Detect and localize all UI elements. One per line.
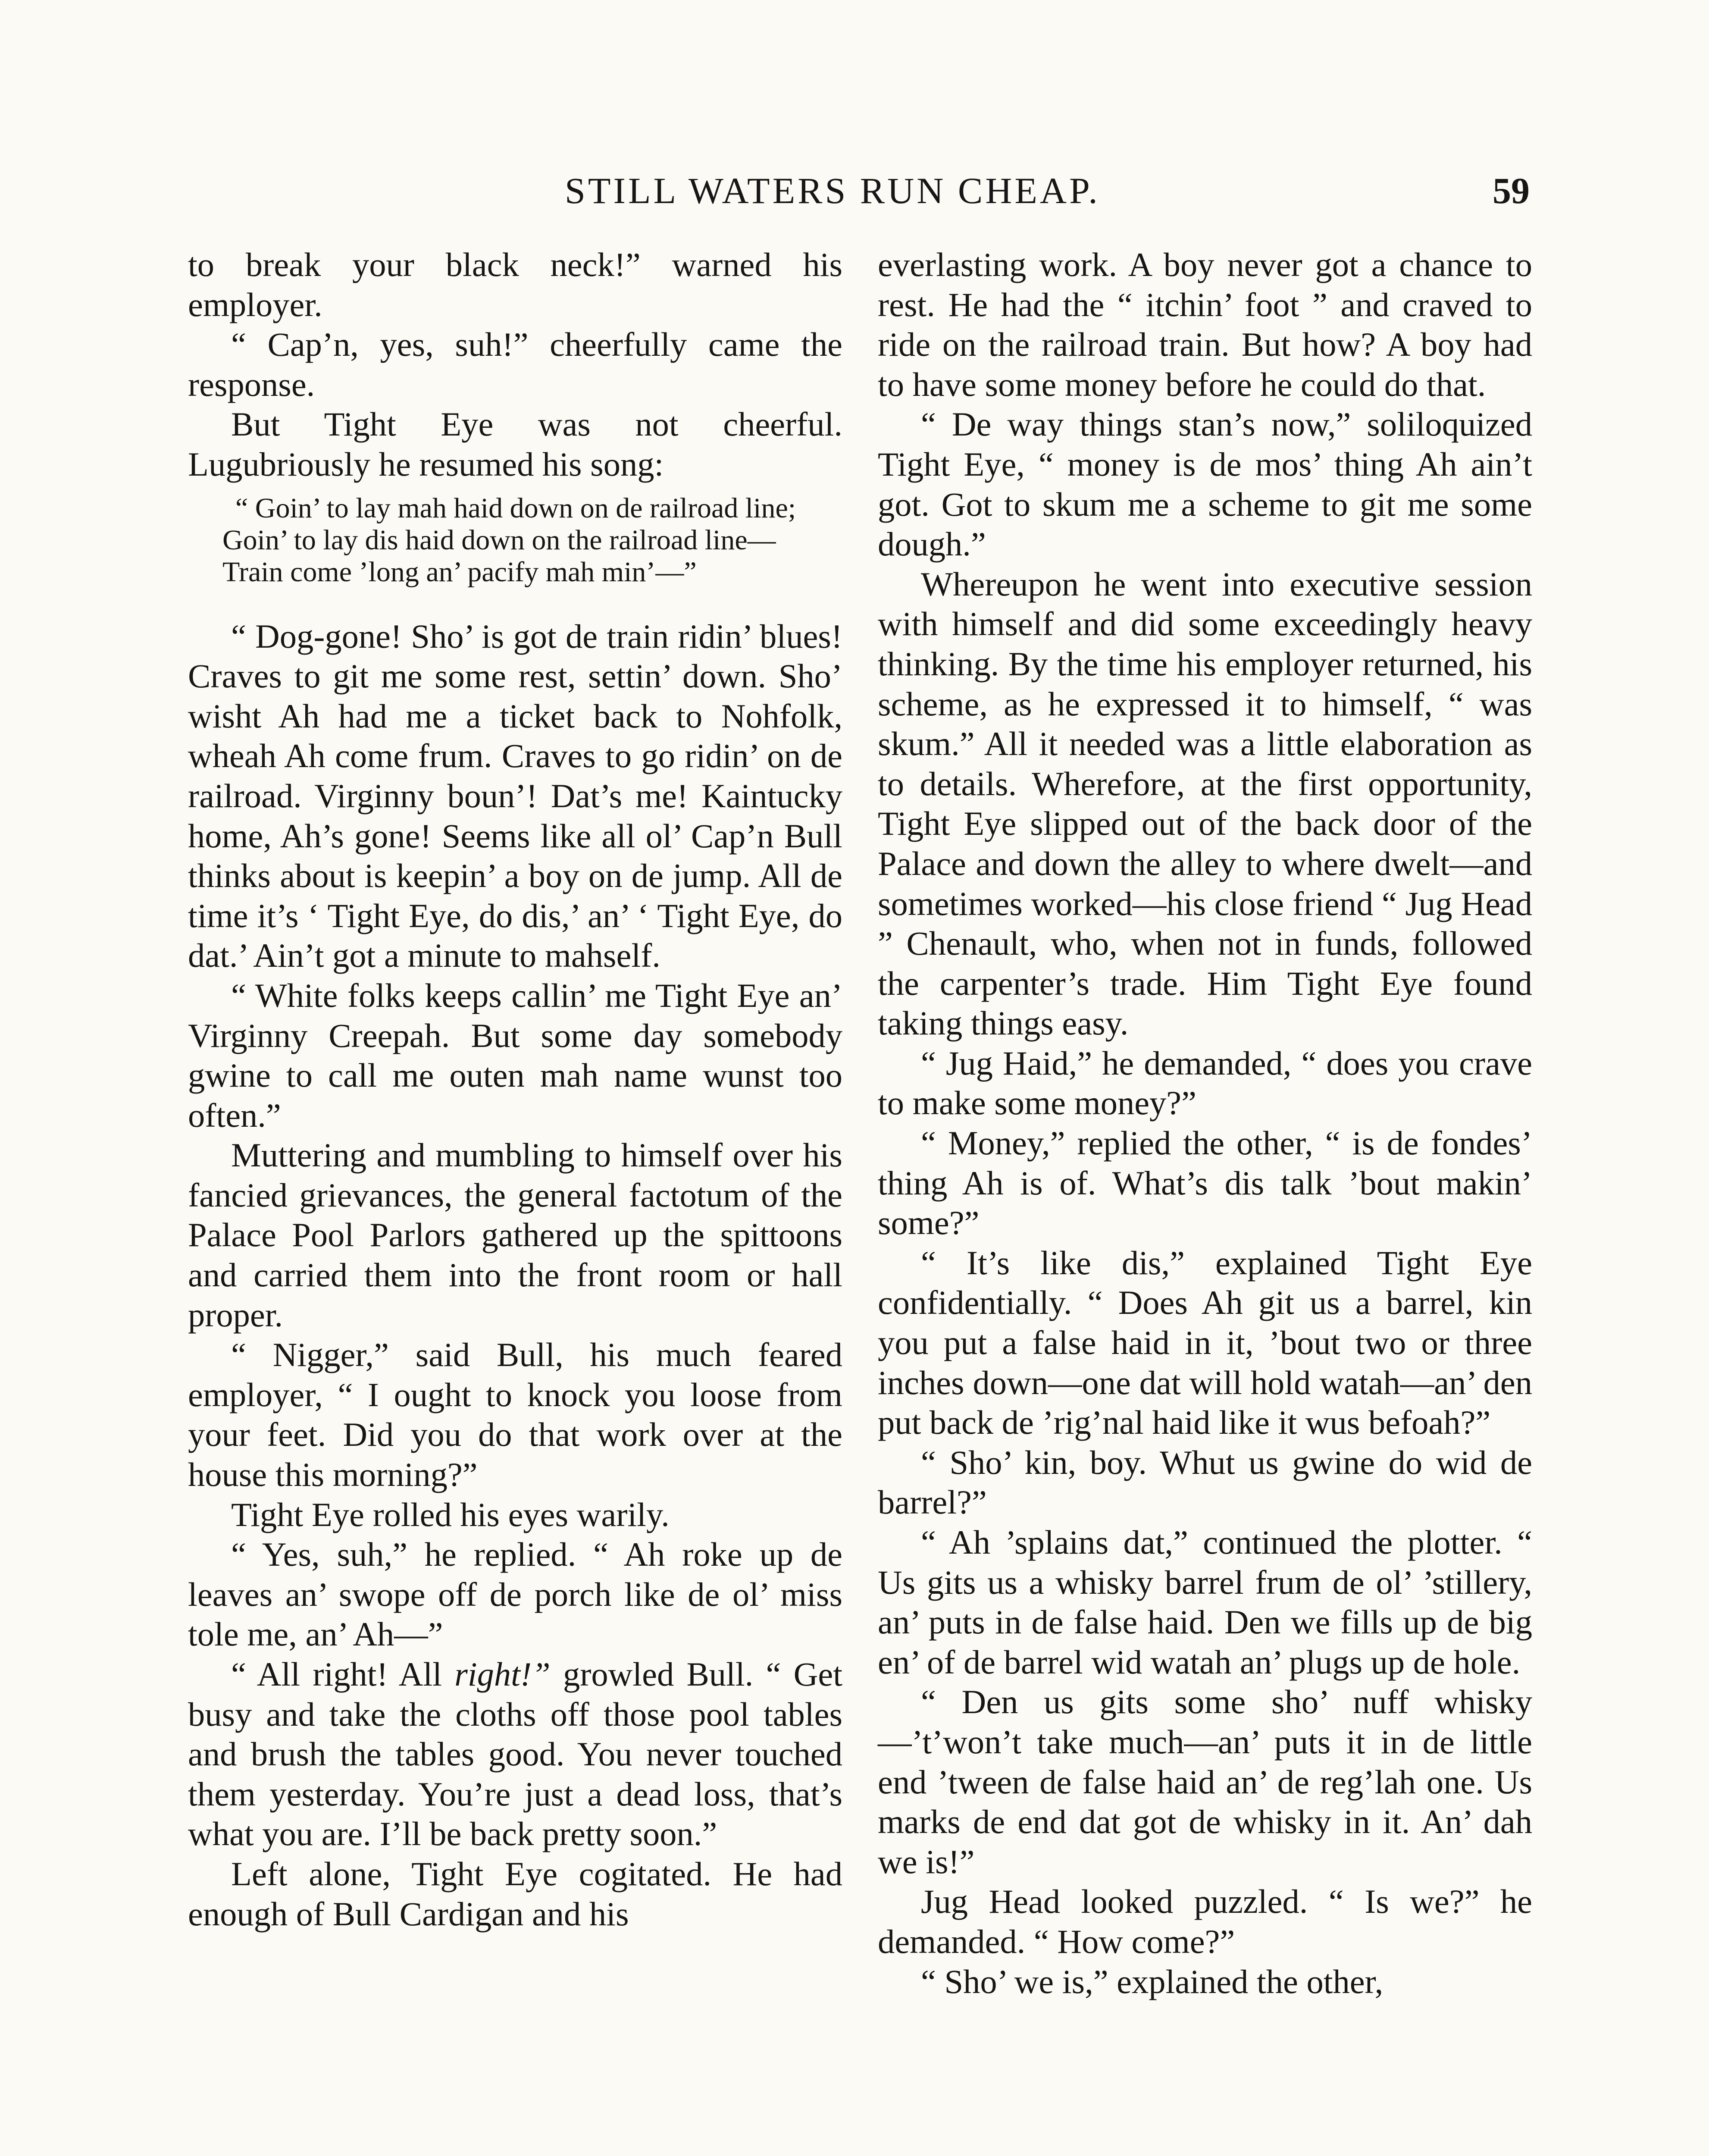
paragraph: “ Den us gits some sho’ nuff whisky—’t’won’t take much—an’ puts it in de little end ’tween de false haid an’ de reg’lah one. Us marks de end dat got de whisky in it. An’ dah we is!” (878, 1683, 1532, 1880)
paragraph: “ De way things stan’s now,” soliloquized Tight Eye, “ money is de mos’ thing Ah ain’t got. Got to skum me a scheme to git me some dough.” (878, 405, 1532, 563)
paragraph-text: “ All right! All (231, 1655, 455, 1693)
paragraph: “ Jug Haid,” he demanded, “ does you crave to make some money?” (878, 1044, 1532, 1122)
paragraph: Jug Head looked puzzled. “ Is we?” he demanded. “ How come?” (878, 1883, 1532, 1960)
paragraph (188, 1655, 842, 1854)
running-title: STILL WATERS RUN CHEAP. (565, 170, 1100, 211)
paragraph: everlasting work. A boy never got a chance to rest. He had the “ itchin’ foot ” and craved to ride on the railroad train. But how? A boy had to have some money before he could do that. (878, 246, 1532, 403)
emphasis-text: right!” (454, 1655, 551, 1693)
page-number: 59 (1493, 170, 1530, 211)
song-verse (188, 492, 842, 588)
verse-line: Train come ’long an’ pacify mah min’—” (222, 556, 697, 588)
paragraph: Left alone, Tight Eye cogitated. He had enough of Bull Cardigan and his (188, 1855, 842, 1933)
paragraph: “ Sho’ kin, boy. Whut us gwine do wid de barrel?” (878, 1443, 1532, 1521)
left-column (188, 245, 842, 1934)
paragraph: “ Yes, suh,” he replied. “ Ah roke up de leaves an’ swope off de porch like de ol’ miss tole me, an’ Ah—” (188, 1536, 842, 1653)
paragraph: “ Ah ’splains dat,” continued the plotter. “ Us gits us a whisky barrel frum de ol’ ’stillery, an’ puts in de false haid. Den we fills up de big en’ of de barrel wid watah an’ plugs up de hole. (878, 1523, 1532, 1681)
paragraph: to break your black neck!” warned his employer. (188, 246, 842, 323)
right-column (878, 245, 1532, 2002)
paragraph-text: growled Bull. “ Get busy and take the cloths off those pool tables and brush the tables good. You never touched them yesterday. You’re just a dead loss, that’s what you are. I’ll be back pretty soon.” (188, 1655, 842, 1853)
paragraph: Muttering and mumbling to himself over his fancied grievances, the general factotum of the Palace Pool Parlors gathered up the spittoons and carried them into the front room or hall proper. (188, 1136, 842, 1334)
paragraph: “ It’s like dis,” explained Tight Eye confidentially. “ Does Ah git us a barrel, kin you put a false haid in it, ’bout two or three inches down—one dat will hold watah—an’ den put back de ’rig’nal haid like it wus befoah?” (878, 1244, 1532, 1442)
paragraph: “ Nigger,” said Bull, his much feared employer, “ I ought to knock you loose from your feet. Did you do that work over at the house this morning?” (188, 1336, 842, 1494)
paragraph: “ Money,” replied the other, “ is de fondes’ thing Ah is of. What’s dis talk ’bout makin’ some?” (878, 1124, 1532, 1242)
paragraph: Tight Eye rolled his eyes warily. (231, 1495, 670, 1533)
paragraph: But Tight Eye was not cheerful. Lugubriously he resumed his song: (188, 405, 842, 483)
paragraph: Whereupon he went into executive session with himself and did some exceedingly heavy thinking. By the time his employer returned, his scheme, as he expressed it to himself, “ was skum.” All it needed was a little elaboration as to details. Wherefore, at the first opportunity, Tight Eye slipped out of the back door of the Palace and down the alley to where dwelt—and sometimes worked—his close friend “ Jug Head ” Chenault, who, when not in funds, followed the carpenter’s trade. Him Tight Eye found taking things easy. (878, 565, 1532, 1042)
verse-line: Goin’ to lay dis haid down on the railroad line— (222, 524, 776, 556)
paragraph: “ Dog-gone! Sho’ is got de train ridin’ blues! Craves to git me some rest, settin’ down. Sho’ wisht Ah had me a ticket back to Nohfolk, wheah Ah come frum. Craves to go ridin’ on de railroad. Virginny boun’! Dat’s me! Kaintucky home, Ah’s gone! Seems like all ol’ Cap’n Bull thinks about is keepin’ a boy on de jump. All de time it’s ‘ Tight Eye, do dis,’ an’ ‘ Tight Eye, do dat.’ Ain’t got a minute to mahself. (188, 617, 842, 975)
verse-line: “ Goin’ to lay mah haid down on de railroad line; (235, 492, 796, 524)
paragraph: “ White folks keeps callin’ me Tight Eye an’ Virginny Creepah. But some day somebody gwine to call me outen mah name wunst too often.” (188, 976, 842, 1134)
running-head (0, 169, 1709, 216)
paragraph: “ Sho’ we is,” explained the other, (921, 1962, 1383, 2000)
paragraph: “ Cap’n, yes, suh!” cheerfully came the response. (188, 326, 842, 403)
